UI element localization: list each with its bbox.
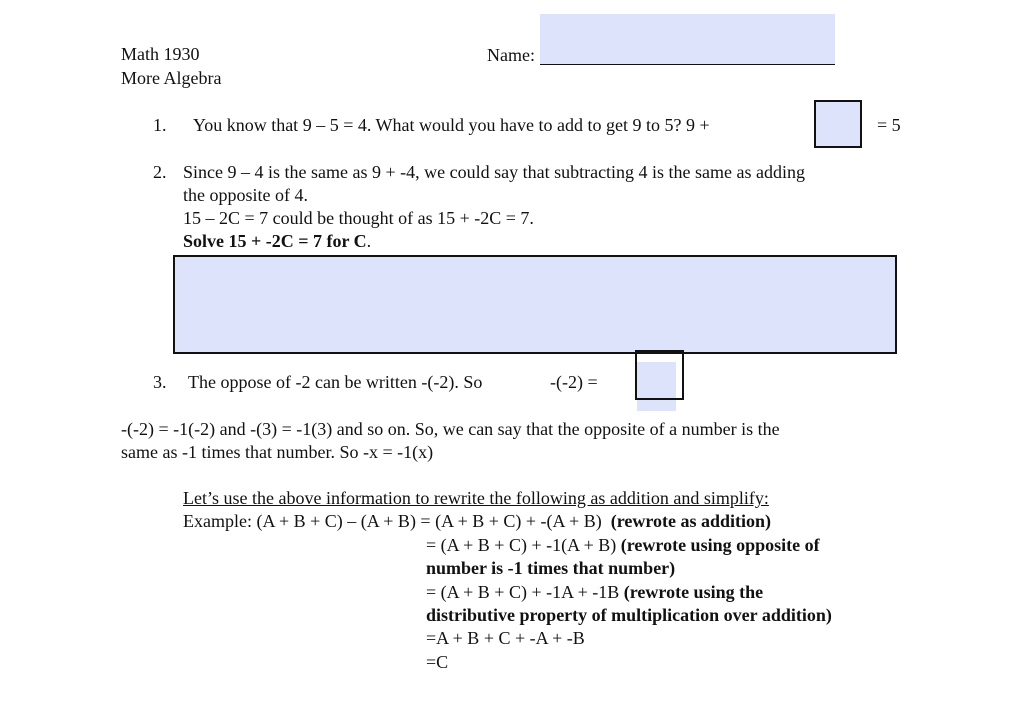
q3-text: The oppose of -2 can be written -(-2). So [188,372,483,392]
name-field[interactable] [540,14,835,65]
q2-instruction-bold: Solve 15 + -2C = 7 for C [183,231,367,251]
example-line-7: =C [426,652,449,672]
note-line-2: same as -1 times that number. So -x = -1(x) [121,442,434,462]
q2-instruction [183,230,371,253]
q1-text: You know that 9 – 5 = 4. What would you have to add to get 9 to 5? 9 + [193,115,710,135]
q2-line-2: the opposite of 4. [183,185,308,205]
q2-instruction-period: . [366,231,372,251]
example-line-2 [426,534,820,557]
example-heading: Let’s use the above information to rewrite the following as addition and simplify: [183,488,769,508]
example-line-3-note: number is -1 times that number) [426,558,676,578]
q1-number: 1. [153,115,167,135]
q3-answer-box-border [635,350,684,400]
q3-number: 3. [153,372,167,392]
example-line-4-text: = (A + B + C) + -1A + -1B [426,582,620,602]
example-line-5-note: distributive property of multiplication over addition) [426,605,832,625]
q1-result: = 5 [877,115,901,135]
note-line-1: -(-2) = -1(-2) and -(3) = -1(3) and so on. So, we can say that the opposite of a number is the [121,419,780,439]
example-line-2-note: (rewrote using opposite of [620,535,820,555]
name-label: Name: [487,45,535,65]
q1-answer-box[interactable] [814,100,862,148]
q2-line-1: Since 9 – 4 is the same as 9 + -4, we could say that subtracting 4 is the same as adding [183,162,806,182]
example-line-1-note: (rewrote as addition) [610,511,772,531]
example-line-4 [426,581,763,604]
q2-line-3: 15 – 2C = 7 could be thought of as 15 + -2C = 7. [183,208,534,228]
q3-expression: -(-2) = [550,372,598,392]
example-line-6: =A + B + C + -A + -B [426,628,585,648]
q2-answer-box[interactable] [173,255,897,354]
example-line-2-text: = (A + B + C) + -1(A + B) [426,535,617,555]
example-line-4-note: (rewrote using the [623,582,764,602]
course-title: Math 1930 [121,44,200,64]
example-line-1-text: Example: (A + B + C) – (A + B) = (A + B + C) + -(A + B) [183,511,602,531]
topic-title: More Algebra [121,68,222,88]
example-line-1 [183,510,771,533]
q2-number: 2. [153,162,167,182]
